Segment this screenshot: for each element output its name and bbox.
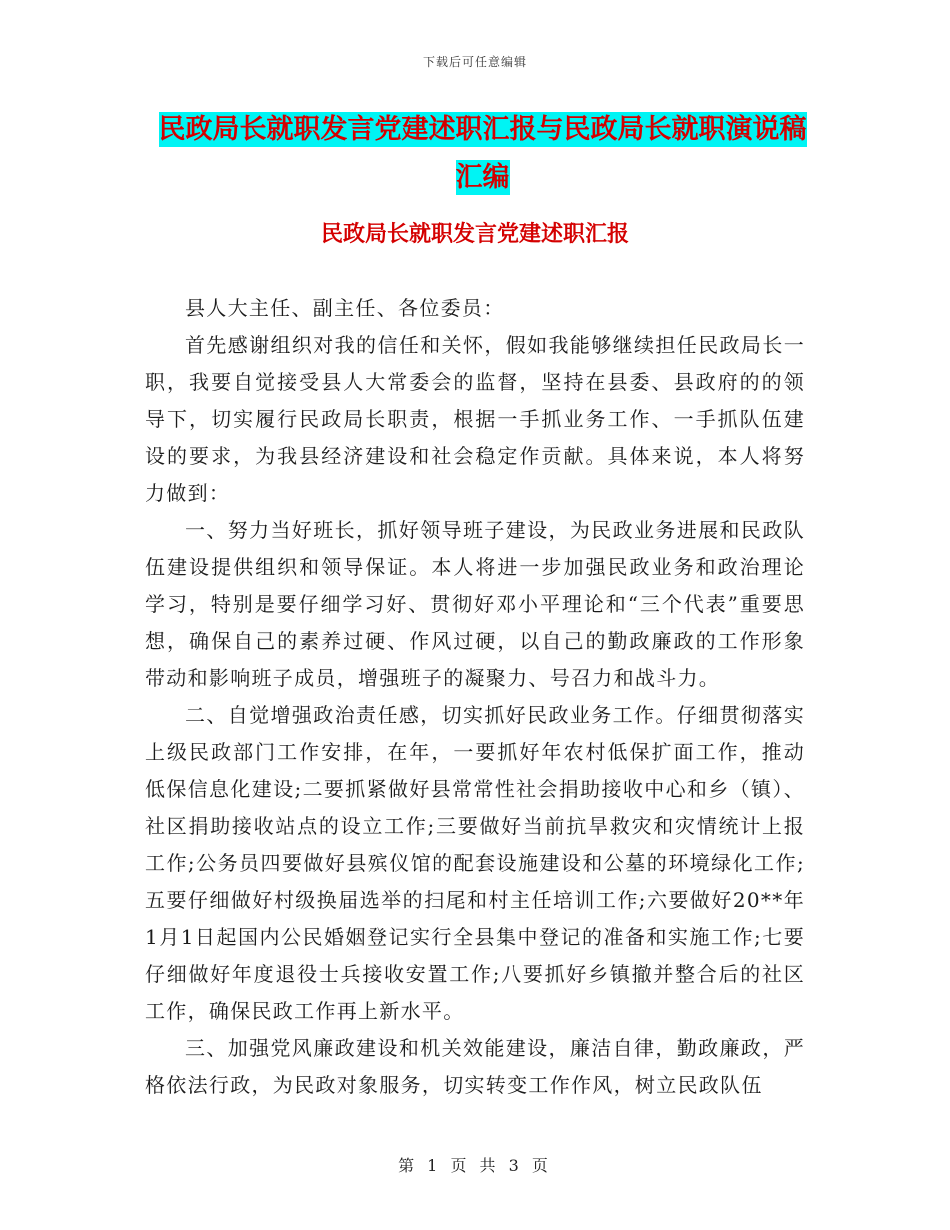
page-header-note: 下载后可任意编辑 bbox=[422, 55, 527, 69]
section-title: 民政局长就职发言党建述职汇报 bbox=[320, 221, 629, 247]
document-title-text: 民政局长就职发言党建述职汇报与民政局长就职演说稿汇编 bbox=[158, 114, 807, 193]
body-paragraph: 一、努力当好班长，抓好领导班子建设，为民政业务进展和民政队伍建设提供组织和领导保证。本人将进一步加强民政业务和政治理论学习，特别是要仔细学习好、贯彻好邓小平理论和“三个代表”重要思想，确保自己的素养过硬、作风过硬，以自己的勤政廉政的工作形象带动和影响班子成员，增强班子的凝聚力、号召力和战斗力。 bbox=[145, 518, 805, 690]
page-footer: 第 1 页 共 3 页 bbox=[398, 1156, 552, 1175]
document-body bbox=[145, 290, 805, 1104]
document-title bbox=[150, 106, 815, 202]
salutation-paragraph: 县人大主任、副主任、各位委员： bbox=[185, 296, 505, 320]
body-paragraph: 首先感谢组织对我的信任和关怀，假如我能够继续担任民政局长一职，我要自觉接受县人大常委会的监督，坚持在县委、县政府的的领导下，切实履行民政局长职责，根据一手抓业务工作、一手抓队伍建设的要求，为我县经济建设和社会稳定作贡献。具体来说，本人将努力做到： bbox=[145, 333, 805, 505]
body-paragraph: 三、加强党风廉政建设和机关效能建设，廉洁自律，勤政廉政，严格依法行政，为民政对象服务，切实转变工作作风，树立民政队伍 bbox=[145, 1036, 805, 1097]
body-paragraph: 二、自觉增强政治责任感，切实抓好民政业务工作。仔细贯彻落实上级民政部门工作安排，在年，一要抓好年农村低保扩面工作，推动低保信息化建设;二要抓紧做好县常常性社会捐助接收中心和乡（镇）、社区捐助接收站点的设立工作;三要做好当前抗旱救灾和灾情统计上报工作;公务员四要做好县殡仪馆的配套设施建设和公墓的环境绿化工作;五要仔细做好村级换届选举的扫尾和村主任培训工作;六要做好20**年1月1日起国内公民婚姻登记实行全县集中登记的准备和实施工作;七要仔细做好年度退役士兵接收安置工作;八要抓好乡镇撤并整合后的社区工作，确保民政工作再上新水平。 bbox=[145, 703, 805, 1023]
